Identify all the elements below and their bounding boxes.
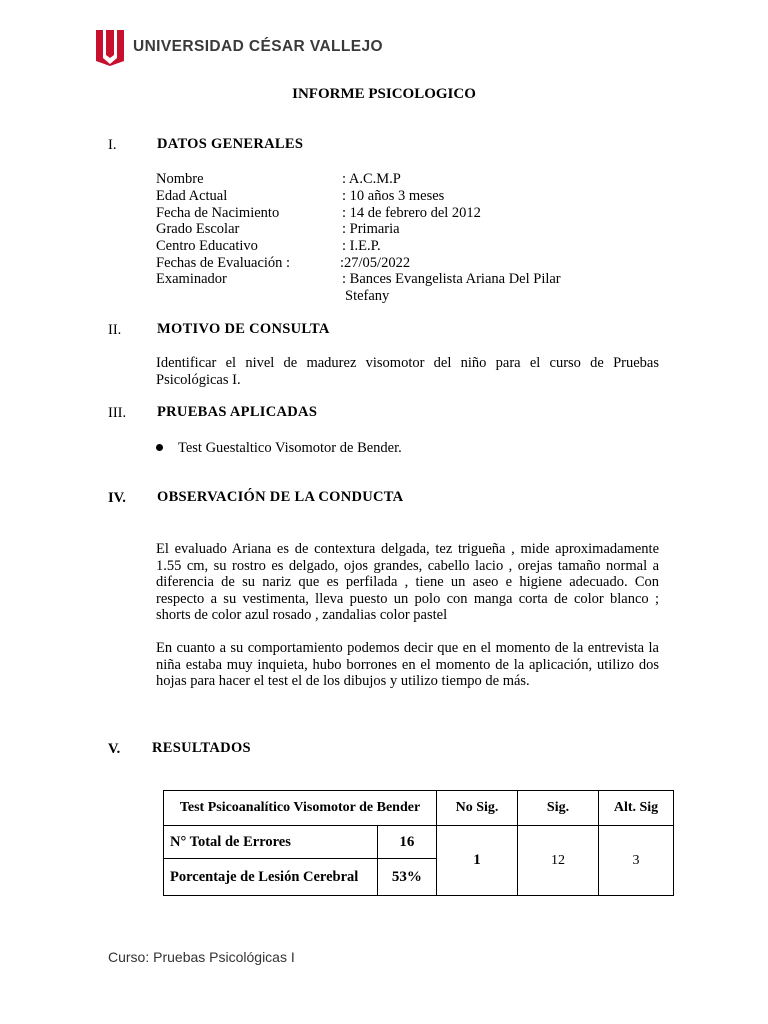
datos-label-grado: Grado Escolar [156,221,240,237]
table-row2-value: 53% [377,859,436,896]
table-sig-value: 12 [518,826,599,896]
table-row1-value: 16 [377,826,436,859]
datos-label-edad: Edad Actual [156,188,228,204]
section-2-number: II. [108,322,122,338]
section-5-title: RESULTADOS [152,740,251,756]
page-title: INFORME PSICOLOGICO [292,86,476,102]
bullet-dot-icon [156,444,163,451]
datos-label-nacimiento: Fecha de Nacimiento [156,205,280,221]
datos-value-fechas: :27/05/2022 [340,255,411,271]
table-header-test: Test Psicoanalítico Visomotor de Bender [164,791,437,826]
table-header-nosig: No Sig. [437,791,518,826]
section-3-title: PRUEBAS APLICADAS [157,404,318,420]
section-1-title: DATOS GENERALES [157,136,304,152]
datos-value-nacimiento: : 14 de febrero del 2012 [342,205,481,221]
section-4-title: OBSERVACIÓN DE LA CONDUCTA [157,489,404,505]
datos-value-edad: : 10 años 3 meses [342,188,445,204]
datos-value-examinador-cont: Stefany [345,288,390,304]
section-2-title: MOTIVO DE CONSULTA [157,321,330,337]
footer-course: Curso: Pruebas Psicológicas I [108,949,295,965]
datos-label-fechas: Fechas de Evaluación : [156,255,291,271]
table-row1-label: N° Total de Errores [164,826,378,859]
institution-name: UNIVERSIDAD CÉSAR VALLEJO [133,38,383,55]
table-nosig-value: 1 [437,826,518,896]
table-altsig-value: 3 [599,826,674,896]
datos-value-centro: : I.E.P. [342,238,381,254]
datos-value-nombre: : A.C.M.P [342,171,401,187]
table-row2-label: Porcentaje de Lesión Cerebral [164,859,378,896]
results-table [163,790,674,896]
datos-label-examinador: Examinador [156,271,227,287]
observacion-paragraph-2: En cuanto a su comportamiento podemos decir que en el momento de la entrevista la niña estaba muy inquieta, hubo borrones en el momento de la aplicación, utilizo dos hojas para hacer el test el de los dibujos y utilizo tiempo de más. [156,640,659,689]
table-header-sig: Sig. [518,791,599,826]
observacion-paragraph-1: El evaluado Ariana es de contextura delgada, tez trigueña , mide aproximadamente 1.55 cm, su rostro es delgado, ojos grandes, cabello lacio , orejas tamaño normal a diferencia de su nariz que es perfilada , tiene un aseo e higiene adecuado. Con respecto a su vestimenta, lleva puesto un polo con manga corta de color blanco ; shorts de color azul rosado , zandalias color pastel [156,541,659,623]
datos-label-nombre: Nombre [156,171,204,187]
table-header-altsig: Alt. Sig [599,791,674,826]
section-1-number: I. [108,137,117,153]
datos-value-examinador: : Bances Evangelista Ariana Del Pilar [342,271,561,287]
datos-label-centro: Centro Educativo [156,238,258,254]
university-logo [95,27,383,67]
section-5-number: V. [108,741,121,757]
section-3-number: III. [108,405,127,421]
datos-value-grado: : Primaria [342,221,400,237]
university-emblem-icon [95,28,125,66]
prueba-item: Test Guestaltico Visomotor de Bender. [178,440,402,456]
motivo-paragraph: Identificar el nivel de madurez visomotor del niño para el curso de Pruebas Psicológicas I. [156,355,659,388]
section-4-number: IV. [108,490,126,506]
